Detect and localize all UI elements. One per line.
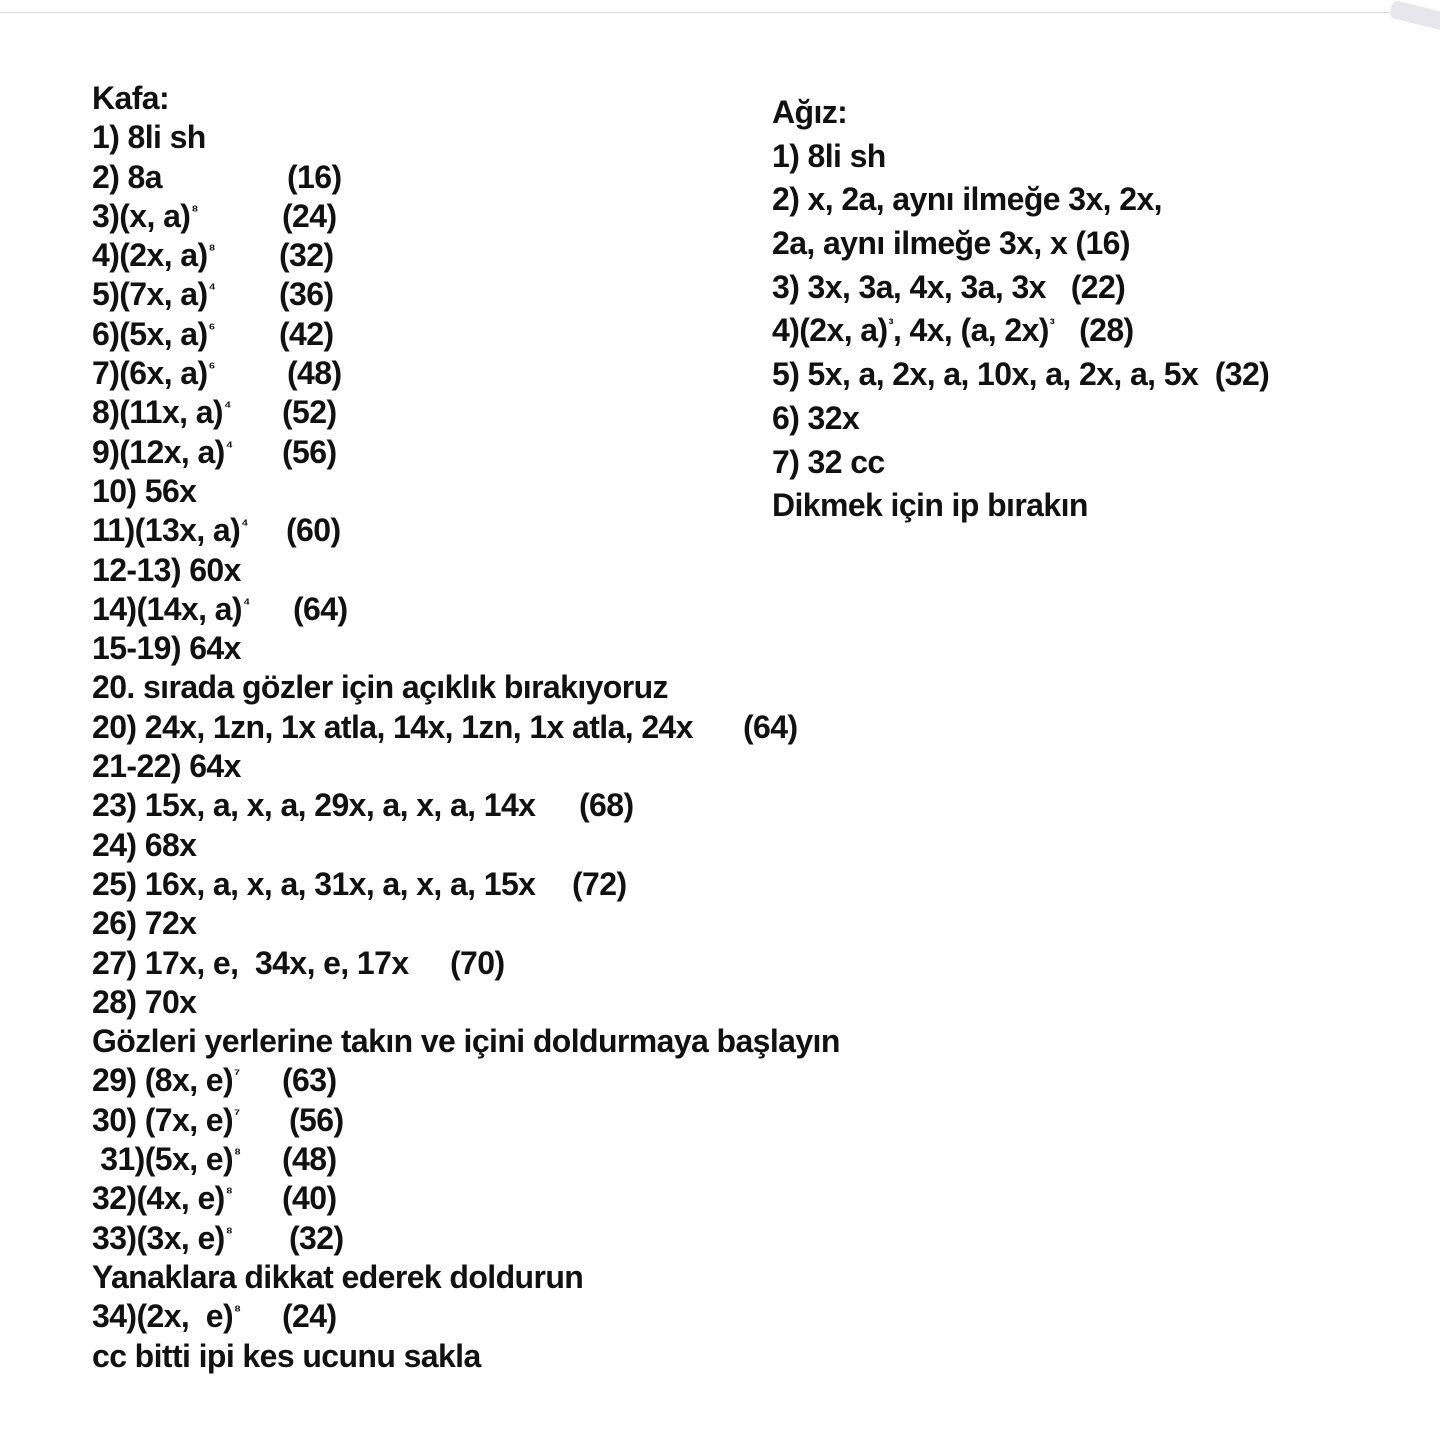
kafa-row-20: [92, 865, 840, 904]
kafa-row-step: 6)(5x, a)$^{^6}$: [92, 315, 215, 352]
kafa-row-step: Yanaklara dikkat ederek doldurun: [92, 1258, 584, 1295]
kafa-row-count: (63): [282, 1062, 337, 1099]
kafa-row-29: [92, 1219, 840, 1258]
kafa-row-31: [92, 1297, 840, 1336]
kafa-row-7: [92, 354, 840, 393]
kafa-row-step: 12-13) 60x: [92, 551, 241, 588]
kafa-section: [92, 79, 840, 1376]
kafa-row-step: 21-22) 64x: [92, 748, 241, 785]
agiz-row-step: 2a, aynı ilmeğe 3x, x (16): [772, 225, 1130, 262]
top-divider: [0, 12, 1440, 13]
agiz-row-4: [772, 266, 1269, 310]
agiz-section: [772, 91, 1269, 528]
kafa-row-step: 11)(13x, a)$^{^4}$: [92, 512, 248, 549]
kafa-row-13: [92, 590, 840, 629]
kafa-row-5: [92, 275, 840, 314]
kafa-row-step: 29) (8x, e)$^{^7}$: [92, 1062, 240, 1099]
kafa-row-6: [92, 315, 840, 354]
kafa-row-14: [92, 629, 840, 668]
agiz-row-1: [772, 135, 1269, 179]
kafa-row-16: [92, 708, 840, 747]
kafa-row-step: 20) 24x, 1zn, 1x atla, 14x, 1zn, 1x atla, 24x: [92, 708, 693, 745]
kafa-row-count: (68): [579, 787, 634, 824]
kafa-row-step: 28) 70x: [92, 983, 197, 1020]
kafa-row-19: [92, 826, 840, 865]
corner-fold: [1389, 0, 1440, 34]
kafa-row-22: [92, 944, 840, 983]
kafa-row-step: 4)(2x, a)$^{^8}$: [92, 237, 216, 274]
agiz-row-step: 2) x, 2a, aynı ilmeğe 3x, 2x,: [772, 181, 1162, 218]
kafa-row-step: 2) 8a: [92, 158, 162, 195]
kafa-row-count: (64): [293, 590, 348, 627]
kafa-row-step: 23) 15x, a, x, a, 29x, a, x, a, 14x: [92, 787, 536, 824]
kafa-row-step: cc bitti ipi kes ucunu sakla: [92, 1337, 481, 1374]
agiz-row-step: 6) 32x: [772, 399, 860, 436]
kafa-row-11: [92, 511, 840, 550]
kafa-row-step: Gözleri yerlerine takın ve içini doldurmaya başlayın: [92, 1023, 840, 1060]
kafa-row-step: 5)(7x, a)$^{^4}$: [92, 276, 216, 313]
kafa-row-count: (56): [282, 433, 337, 470]
kafa-row-step: 34)(2x, e)$^{^8}$: [92, 1298, 241, 1335]
kafa-title: Kafa:: [92, 80, 170, 116]
kafa-row-count: (70): [450, 944, 505, 981]
kafa-row-15: [92, 668, 840, 707]
kafa-row-count: (64): [743, 708, 798, 745]
kafa-row-10: [92, 472, 840, 511]
agiz-row-5: [772, 309, 1269, 353]
agiz-title: Ağız:: [772, 94, 848, 130]
kafa-row-step: 24) 68x: [92, 826, 197, 863]
agiz-row-step: Dikmek için ip bırakın: [772, 487, 1088, 524]
kafa-row-12: [92, 551, 840, 590]
kafa-row-28: [92, 1179, 840, 1218]
kafa-row-4: [92, 236, 840, 275]
kafa-row-1: [92, 118, 840, 157]
kafa-row-step: 15-19) 64x: [92, 630, 241, 667]
kafa-row-count: (72): [572, 865, 627, 902]
agiz-row-8: [772, 441, 1269, 485]
kafa-row-18: [92, 786, 840, 825]
kafa-row-count: (24): [282, 1298, 337, 1335]
kafa-row-count: (16): [287, 158, 342, 195]
kafa-row-step: 25) 16x, a, x, a, 31x, a, x, a, 15x: [92, 865, 536, 902]
kafa-row-step: 20. sırada gözler için açıklık bırakıyoruz: [92, 669, 668, 706]
kafa-row-count: (60): [286, 512, 341, 549]
kafa-row-step: 32)(4x, e)$^{^8}$: [92, 1180, 233, 1217]
kafa-row-step: 30) (7x, e)$^{^7}$: [92, 1101, 240, 1138]
agiz-row-9: [772, 484, 1269, 528]
kafa-row-25: [92, 1061, 840, 1100]
kafa-row-step: 10) 56x: [92, 472, 197, 509]
agiz-row-step: 3) 3x, 3a, 4x, 3a, 3x (22): [772, 268, 1126, 305]
kafa-row-26: [92, 1101, 840, 1140]
kafa-row-count: (36): [279, 276, 334, 313]
kafa-row-count: (48): [287, 355, 342, 392]
kafa-row-step: 26) 72x: [92, 905, 197, 942]
kafa-row-step: 33)(3x, e)$^{^8}$: [92, 1219, 233, 1256]
kafa-row-count: (56): [289, 1101, 344, 1138]
kafa-row-3: [92, 197, 840, 236]
kafa-row-2: [92, 158, 840, 197]
agiz-row-step: 4)(2x, a)$^{^3}$, 4x, (a, 2x)$^{^3}$ (28): [772, 312, 1134, 349]
kafa-row-count: (32): [289, 1219, 344, 1256]
kafa-row-count: (48): [282, 1141, 337, 1178]
kafa-row-17: [92, 747, 840, 786]
kafa-row-32: [92, 1337, 840, 1376]
kafa-row-8: [92, 393, 840, 432]
kafa-row-step: 14)(14x, a)$^{^4}$: [92, 590, 250, 627]
agiz-row-step: 1) 8li sh: [772, 137, 886, 174]
kafa-row-24: [92, 1022, 840, 1061]
agiz-row-7: [772, 397, 1269, 441]
kafa-row-step: 3)(x, a)$^{^8}$: [92, 197, 198, 234]
agiz-row-3: [772, 222, 1269, 266]
kafa-row-count: (32): [279, 237, 334, 274]
agiz-row-step: 7) 32 cc: [772, 443, 885, 480]
kafa-row-step: 7)(6x, a)$^{^6}$: [92, 355, 215, 392]
kafa-row-count: (40): [282, 1180, 337, 1217]
kafa-row-step: 31)(5x, e)$^{^8}$: [92, 1141, 241, 1178]
kafa-row-27: [92, 1140, 840, 1179]
agiz-row-step: 5) 5x, a, 2x, a, 10x, a, 2x, a, 5x (32): [772, 356, 1270, 393]
kafa-row-30: [92, 1258, 840, 1297]
kafa-row-count: (42): [279, 315, 334, 352]
kafa-row-23: [92, 983, 840, 1022]
kafa-row-step: 1) 8li sh: [92, 119, 206, 156]
kafa-row-9: [92, 433, 840, 472]
kafa-row-step: 8)(11x, a)$^{^4}$: [92, 394, 231, 431]
kafa-row-count: (52): [282, 394, 337, 431]
agiz-row-6: [772, 353, 1269, 397]
kafa-row-21: [92, 904, 840, 943]
kafa-row-step: 9)(12x, a)$^{^4}$: [92, 433, 233, 470]
kafa-row-count: (24): [282, 197, 337, 234]
kafa-row-step: 27) 17x, e, 34x, e, 17x: [92, 944, 409, 981]
agiz-row-2: [772, 178, 1269, 222]
